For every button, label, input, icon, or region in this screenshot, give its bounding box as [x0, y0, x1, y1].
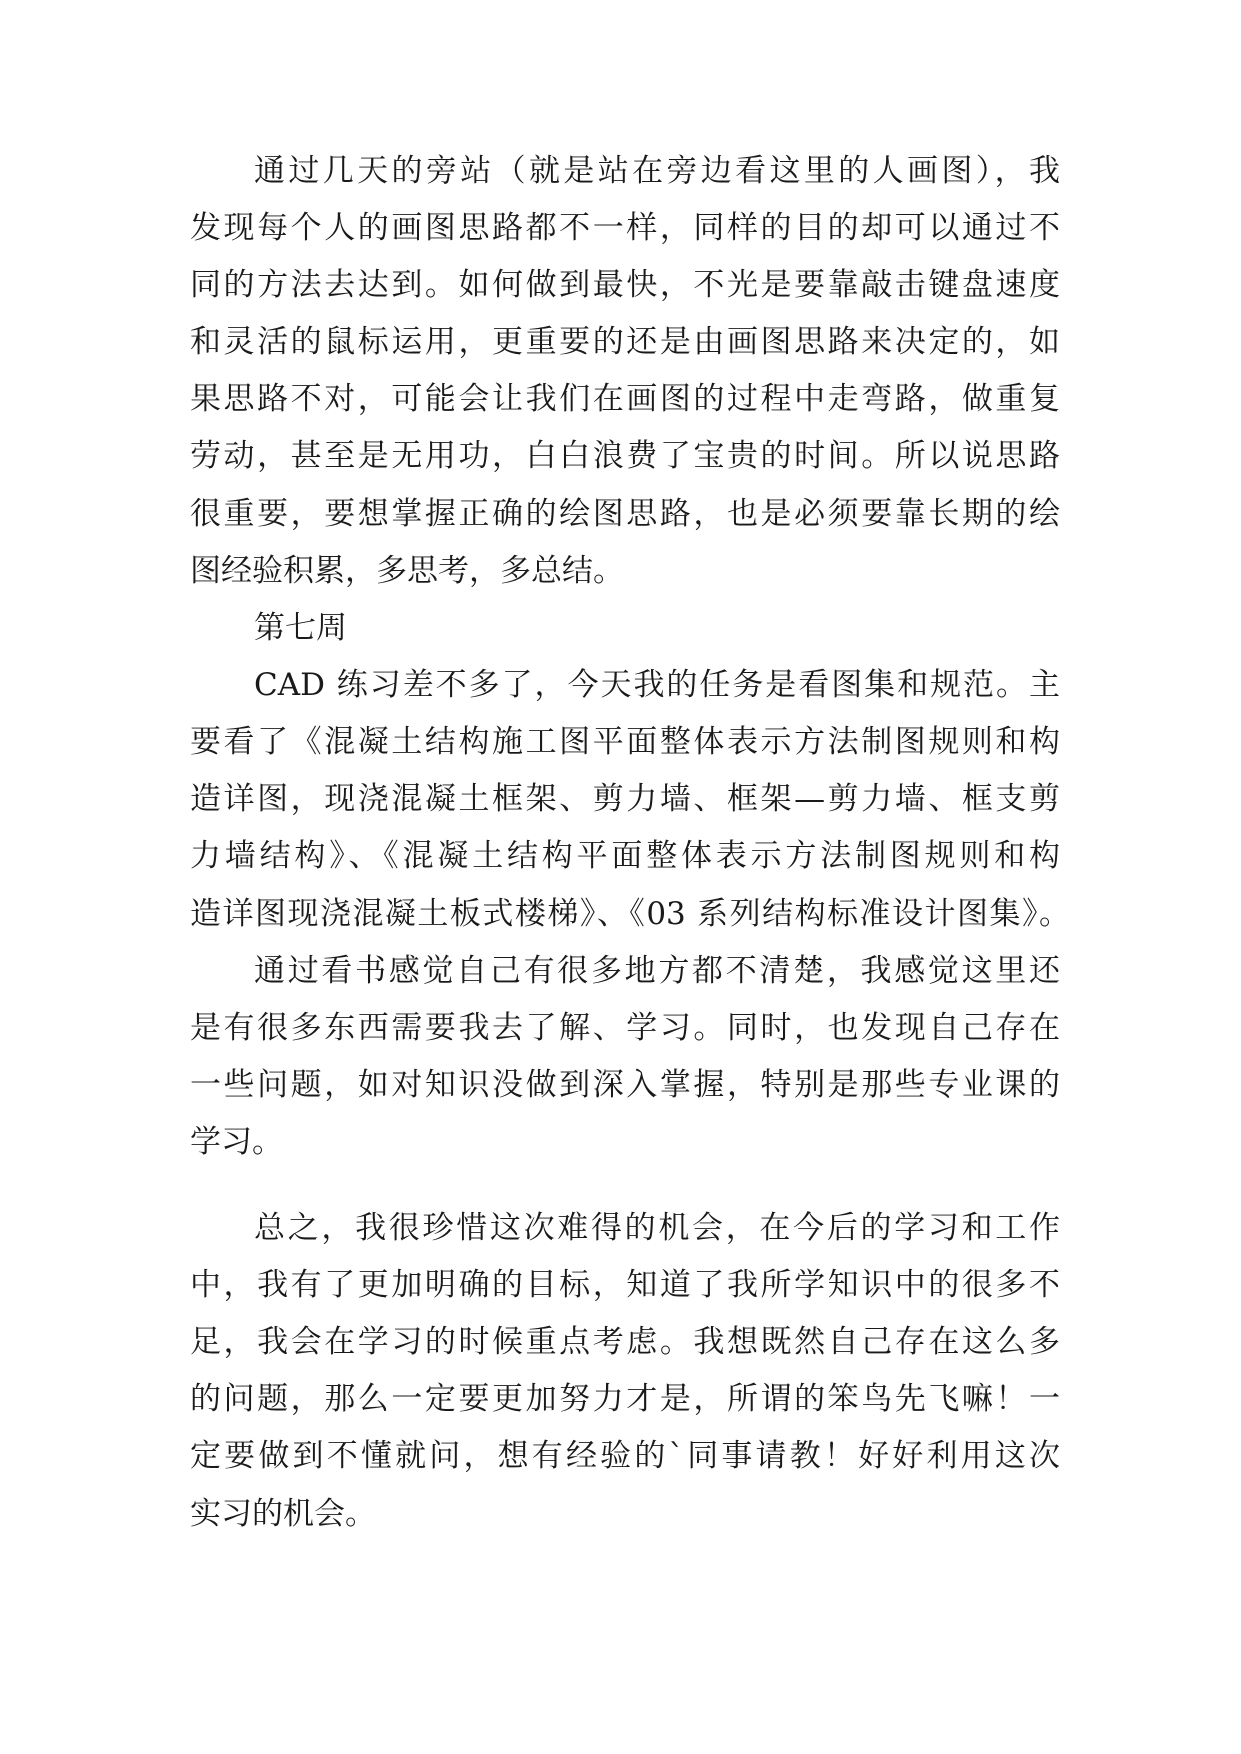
text-line: 同的方法去达到。如何做到最快，不光是要靠敲击键盘速度	[190, 267, 1060, 303]
text-line: 果思路不对，可能会让我们在画图的过程中走弯路，做重复	[190, 381, 1060, 417]
text-line: 通过看书感觉自己有很多地方都不清楚，我感觉这里还	[254, 953, 1060, 989]
text-line: 很重要，要想掌握正确的绘图思路，也是必须要靠长期的绘	[190, 496, 1060, 532]
text-line: 和灵活的鼠标运用，更重要的还是由画图思路来决定的，如	[190, 324, 1060, 360]
text-line: 的问题，那么一定要更加努力才是，所谓的笨鸟先飞嘛！一	[190, 1381, 1060, 1417]
text-line: 通过几天的旁站（就是站在旁边看这里的人画图），我	[254, 153, 1060, 189]
text-line: 图经验积累，多思考，多总结。	[190, 553, 624, 589]
text-line: 劳动，甚至是无用功，白白浪费了宝贵的时间。所以说思路	[190, 438, 1060, 474]
text-line: 力墙结构》、《混凝土结构平面整体表示方法制图规则和构	[190, 838, 1060, 874]
text-line: 学习。	[190, 1124, 283, 1160]
text-line: 总之，我很珍惜这次难得的机会，在今后的学习和工作	[254, 1210, 1060, 1246]
text-line: 造详图现浇混凝土板式楼梯》、《03 系列结构标准设计图集》。	[190, 896, 1070, 932]
text-line: 实习的机会。	[190, 1496, 376, 1532]
text-line: 要看了《混凝土结构施工图平面整体表示方法制图规则和构	[190, 724, 1060, 760]
section-heading: 第七周	[254, 610, 347, 646]
text-line: 中，我有了更加明确的目标，知道了我所学知识中的很多不	[190, 1267, 1060, 1303]
text-line: 造详图，现浇混凝土框架、剪力墙、框架—剪力墙、框支剪	[190, 781, 1060, 817]
text-line: 一些问题，如对知识没做到深入掌握，特别是那些专业课的	[190, 1067, 1060, 1103]
text-line: 定要做到不懂就问，想有经验的`同事请教！好好利用这次	[190, 1438, 1060, 1474]
text-line: 足，我会在学习的时候重点考虑。我想既然自己存在这么多	[190, 1324, 1060, 1360]
text-line: 是有很多东西需要我去了解、学习。同时，也发现自己存在	[190, 1010, 1060, 1046]
text-line: 发现每个人的画图思路都不一样，同样的目的却可以通过不	[190, 210, 1060, 246]
text-line: CAD 练习差不多了，今天我的任务是看图集和规范。主	[254, 667, 1060, 703]
